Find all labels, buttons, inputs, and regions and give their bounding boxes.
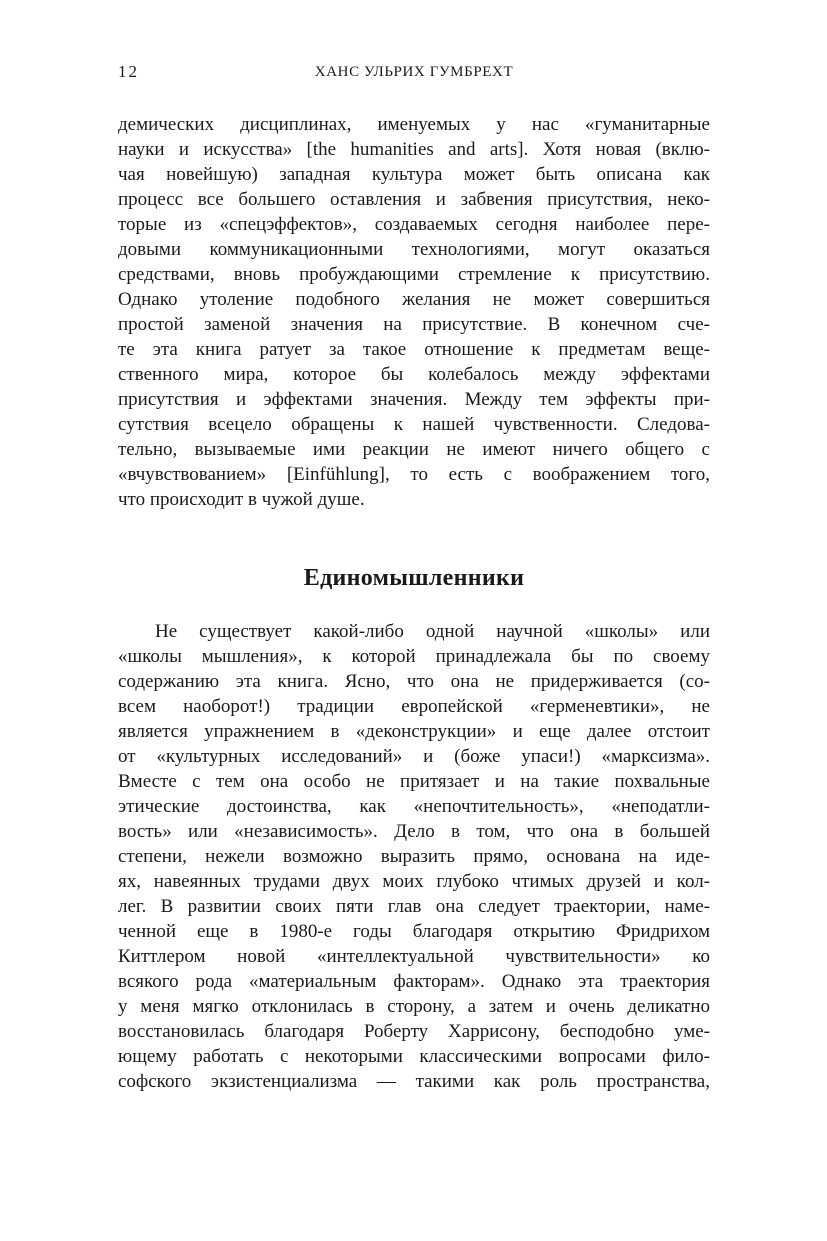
text-line: Вместе с тем она особо не притязает и на такие похвальные (118, 771, 710, 792)
text-line: всем наоборот!) традиции европейской «герменевтики», не (118, 696, 710, 717)
section-heading: Единомышленники (303, 565, 525, 591)
paragraph (118, 619, 710, 1094)
text-line: ющему работать с некоторыми классическими вопросами фило- (118, 1046, 710, 1067)
text-line: вость» или «независимость». Дело в том, что она в большей (118, 821, 710, 842)
text-line: всякого рода «материальным факторам». Однако эта траектория (118, 971, 710, 992)
text-line: «вчувствованием» [Einfühlung], то есть с воображением того, (118, 464, 710, 485)
text-line: ственного мира, которое бы колебалось между эффектами (118, 364, 710, 385)
text-line: что происходит в чужой душе. (118, 489, 365, 510)
text-line: те эта книга ратует за такое отношение к предметам веще- (118, 339, 710, 360)
text-line: Не существует какой-либо одной научной «школы» или (155, 621, 710, 642)
text-line: от «культурных исследований» и (боже упаси!) «марксизма». (118, 746, 710, 767)
text-line: чая новейшую) западная культура может быть описана как (118, 164, 710, 185)
page-header (118, 62, 710, 82)
text-line: ченной еще в 1980-е годы благодаря открытию Фридрихом (118, 921, 710, 942)
text-line: у меня мягко отклонилась в сторону, а затем и очень деликатно (118, 996, 710, 1017)
text-line: является упражнением в «деконструкции» и еще далее отстоит (118, 721, 710, 742)
text-line: степени, нежели возможно выразить прямо, основана на иде- (118, 846, 710, 867)
paragraph-continuation (118, 112, 710, 512)
text-line: ях, навеянных трудами двух моих глубоко чтимых друзей и кол- (118, 871, 710, 892)
text-line: восстановилась благодаря Роберту Харрисону, бесподобно уме- (118, 1021, 710, 1042)
text-line: содержанию эта книга. Ясно, что она не придерживается (со- (118, 671, 710, 692)
text-line: «школы мышления», к которой принадлежала бы по своему (118, 646, 710, 667)
text-line: этические достоинства, как «непочтительность», «неподатли- (118, 796, 710, 817)
page-number: 12 (118, 62, 139, 81)
text-line: довыми коммуникационными технологиями, могут оказаться (118, 239, 710, 260)
text-line: науки и искусства» [the humanities and arts]. Хотя новая (вклю- (118, 139, 710, 160)
text-line: Однако утоление подобного желания не может совершиться (118, 289, 710, 310)
text-line: торые из «спецэффектов», создаваемых сегодня наиболее пере- (118, 214, 710, 235)
text-line: присутствия и эффектами значения. Между тем эффекты при- (118, 389, 710, 410)
text-line: средствами, вновь пробуждающими стремление к присутствию. (118, 264, 710, 285)
text-line: процесс все большего оставления и забвения присутствия, неко- (118, 189, 710, 210)
text-line: Киттлером новой «интеллектуальной чувствительности» ко (118, 946, 710, 967)
text-line: простой заменой значения на присутствие. В конечном сче- (118, 314, 710, 335)
text-line: демических дисциплинах, именуемых у нас «гуманитарные (118, 114, 710, 135)
text-line: софского экзистенциализма — такими как роль пространства, (118, 1071, 710, 1092)
text-line: лег. В развитии своих пяти глав она следует траектории, наме- (118, 896, 710, 917)
text-line: сутствия всецело обращены к нашей чувственности. Следова- (118, 414, 710, 435)
body-text (118, 112, 710, 1094)
running-title: ХАНС УЛЬРИХ ГУМБРЕХТ (314, 64, 514, 80)
text-line: тельно, вызываемые ими реакции не имеют ничего общего с (118, 439, 710, 460)
